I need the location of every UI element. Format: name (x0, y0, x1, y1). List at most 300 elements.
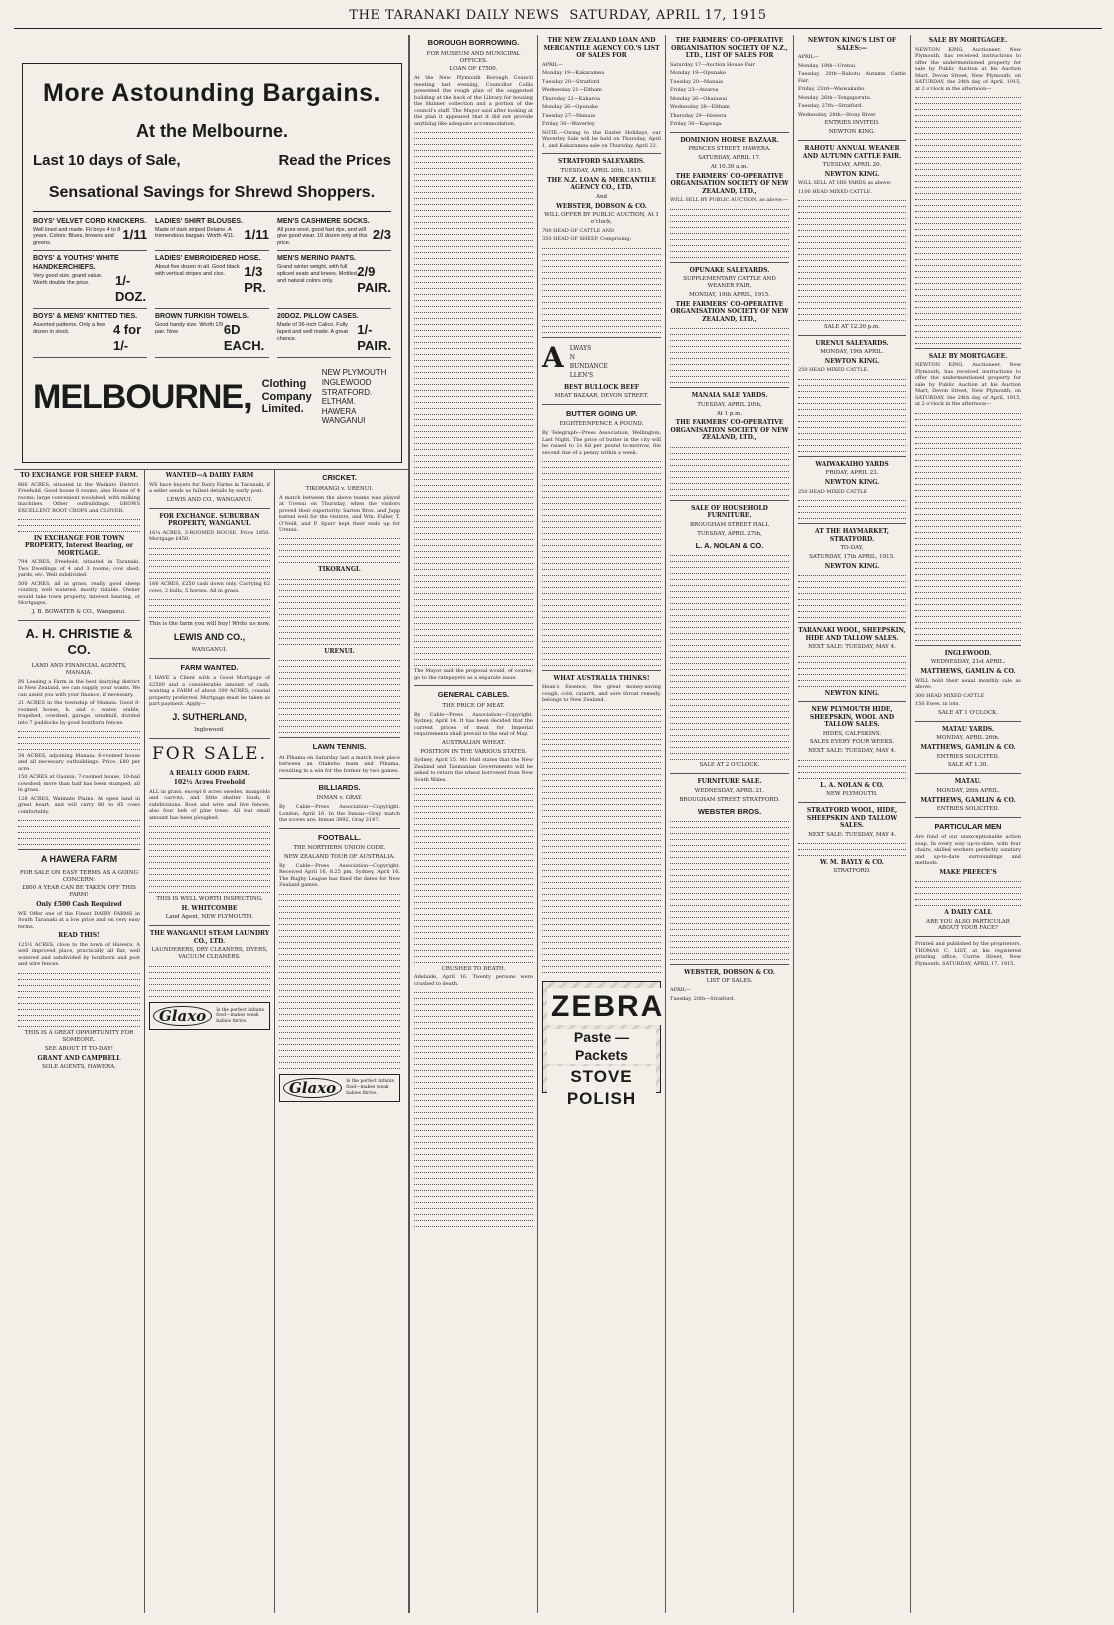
brand-name: MELBOURNE, (33, 377, 252, 416)
product-detail (33, 322, 147, 355)
nolan-np: L. A. NOLAN & CO. (820, 781, 884, 789)
sale-item: Tuesday 27—Manaia (542, 112, 595, 119)
farm-wanted-text: I HAVE a Client with a Good Mortgage of £2500 and a considerable amount of cash, wanting a FARM of about 300 ACRES; coastal property preferred. Mortgage must be taken as part payment. Apply— (149, 675, 270, 708)
product-name: LADIES' EMBROIDERED HOSE. (155, 255, 261, 263)
freehold-text: ALL in grass, except 6 acres swedes, mangolds and carrots, and little shelter bush; 8 subdivisions. Boot and wire and live fences, also four belt of pine trees. All but small amount has been ploughed. (149, 788, 270, 821)
dominion-bazaar: DOMINION HORSE BAZAAR. (680, 136, 779, 144)
columns (14, 35, 1102, 1613)
column-1 (14, 470, 144, 1613)
text-lines (149, 597, 270, 618)
product-item (33, 255, 147, 309)
a-daily-call: A DAILY CALL (944, 909, 992, 916)
sale-item: Monday 26—Opunake (542, 104, 599, 111)
imprint: Printed and published by the proprietors, THOMAS C. LIST, at his registered printing office, Currie Street, New Plymouth. SATURDAY, APRIL 17, 1915. (915, 941, 1021, 967)
next-sale-2: NEXT SALE: TUESDAY, MAY 4. (808, 748, 896, 755)
urenui-saleyards: URENUI SALEYARDS. (815, 339, 889, 347)
sale-item: Thursday 22—Kaharoa (542, 95, 600, 102)
sale-item: Tuesday, 27th—Stratford. (798, 103, 864, 110)
leasing-text: IN Leasing a Farm in the best dairying district in New Zealand, we can supply your wants. We can assist you with your finance, if necessary. (18, 678, 140, 698)
newton-king-2: NEWTON KING. (824, 357, 880, 365)
score-lines (279, 576, 400, 645)
listing-166: 166 ACRES, £250 cash down only. Carrying 62 cows, 2 bulls, 5 horses. All in grass. (149, 581, 270, 594)
product-item (277, 255, 391, 309)
hawera-heading: A HAWERA FARM (40, 854, 118, 865)
sale-item: Wednesday 21—Eltham (542, 87, 602, 94)
year-take: £800 A YEAR CAN BE TAKEN OFF THIS FARM! (22, 885, 136, 899)
bowater-signature: J. B. BOWATER & CO., Wanganui. (32, 608, 126, 615)
will-sell-yards: WILL SELL AT HIS YARDS as above: (798, 180, 892, 187)
stock-lines (670, 445, 789, 496)
ad-sale-row (33, 152, 391, 171)
cash-required: Only £500 Cash Required (36, 901, 122, 909)
listing-128: 128 ACRES, Waimate Plains. At open land in great heart, and will carry 80 to 85 cows comfortably. (18, 795, 140, 815)
zebra-advert (542, 981, 665, 1108)
meat-heading: THE PRICE OF MEAT. (442, 702, 505, 709)
tuesday20: TUESDAY, APRIL 20th, (697, 401, 762, 408)
product-desc: Made of dark striped Delaine. A tremendous bargain. Worth 4/11. (155, 226, 235, 240)
rahotu-fair: RAHOTU ANNUAL WEANER AND AUTUMN CATTLE FAIR. (802, 145, 902, 160)
product-item (277, 218, 391, 251)
melbourne-advert (22, 63, 402, 463)
product-item (155, 255, 269, 309)
manaia-yards: MANAIA SALE YARDS. (691, 392, 768, 400)
glaxo-logo: Glaxo (283, 1078, 342, 1099)
newton-king: NEWTON KING. (824, 170, 880, 178)
monday19: MONDAY, 19th APRIL, 1915. (689, 291, 770, 298)
allens-word: BUNDANCE (569, 362, 608, 370)
glaxo-advert-2 (279, 1074, 400, 1103)
nz-loan: THE N.Z. LOAN & MERCANTILE AGENCY CO., LTD. (547, 176, 656, 192)
football-sub2: NEW ZEALAND TOUR OF AUSTRALIA. (283, 854, 396, 861)
product-detail (277, 227, 391, 248)
stock-lines (798, 498, 906, 519)
acres-freehold: 102½ Acres Freehold (173, 779, 246, 787)
product-price: 2/3 (372, 226, 391, 242)
every-four: SALES EVERY FOUR WEEKS. (809, 739, 895, 746)
product-price: 1/11 (122, 226, 147, 242)
sale-item: Monday 26—Ohaiawai (670, 95, 728, 102)
company-line: Clothing (261, 378, 307, 391)
sat-date: SATURDAY, APRIL 17. (698, 155, 761, 162)
text-lines (149, 963, 270, 996)
sale-item: Saturday 17—Auction House Fair (670, 61, 755, 68)
grant-campbell: GRANT AND CAMPBELL (37, 1054, 121, 1062)
product-desc: Grand winter weight, with full spliced seats and knees. Mottled and natural colors only. (277, 263, 357, 284)
note-text: NOTE.—Owing to the Easter Holidays, our Waverley Sale will be held on Thursday, April 1, and Kakaramea sale on Thursday, April 22. (542, 129, 661, 149)
product-detail (277, 322, 391, 355)
will-hold: WILL hold their usual monthly sale as above: (915, 677, 1021, 691)
column-3 (274, 470, 404, 1613)
cricket-heading: CRICKET. (322, 473, 357, 483)
sale-1: SALE AT 1 O'CLOCK. (938, 709, 998, 716)
football-text: By Cable—Press Association—Copyright. Received April 16, 8.25 pm. Sydney, April 16. The Rugby League has fixed the dates for New Zealand games. (279, 862, 400, 889)
product-desc: All pure wool, good fast dye, and will give good wear. 10 dozen only at this price. (277, 226, 368, 247)
sale-item: Wednesday 28—Eltham (670, 104, 730, 111)
butter-text: By Telegraph—Press Association. Wellington, Last Night. The price of butter in the city will be raised to 1s 6d per pound to-morrow, the second rise of a penny within a week. (542, 430, 661, 456)
crushed-heading: CRUSHED TO DEATH. (441, 965, 506, 972)
inglewood-heading: INGLEWOOD. (944, 649, 992, 657)
brougham2: BROUGHAM STREET STRATFORD. (679, 796, 780, 803)
product-detail (155, 264, 269, 297)
product-item (33, 313, 147, 358)
text-lines (414, 130, 533, 666)
sale-item: Tuesday, 20th—Rahotu Autumn Cattle Fair. (798, 71, 906, 84)
brand-company (262, 378, 312, 416)
zebra-sub: Paste — Packets (547, 1029, 656, 1064)
stock-lines (798, 573, 906, 618)
town: HAWERA (321, 406, 357, 416)
brand-towns (322, 368, 387, 426)
football-sub: THE NORTHERN UNION CODE. (293, 845, 386, 852)
newton-king-5: NEWTON KING. (824, 689, 880, 697)
text-lines (670, 553, 789, 760)
april-label: APRIL— (542, 61, 564, 68)
newton-mortgagee-text: NEWTON KING, Auctioneer, New Plymouth, has received instructions to offer the undermentioned property for sale by Public Auction at his Auction Mart, Devon Street, New Plymouth, on SATURDAY, the 24th day of April, 1915, at 2 o'clock in the afternoon— (915, 46, 1021, 92)
stratford-wool: STRATFORD WOOL, HIDE, SHEEPSKIN AND TALLOW SALES. (806, 807, 898, 830)
sale-item: Monday, 19th—Urenui. (798, 62, 857, 69)
next-sale-3: NEXT SALE: TUESDAY, MAY 4. (808, 831, 896, 838)
product-price: 6D EACH. (223, 321, 265, 354)
column-2 (144, 470, 274, 1613)
christie-sub: LAND AND FINANCIAL AGENTS, MANAIA. (31, 663, 127, 677)
exchange-suburban: FOR EXCHANGE. SUBURBAN PROPERTY, WANGANUI. (159, 512, 260, 528)
best-beef: BEST BULLOCK BEEF (563, 383, 640, 391)
will-sell: WILL SELL BY PUBLIC AUCTION, as above:— (670, 197, 789, 204)
text-lines (414, 990, 533, 1227)
head-300: 300 HEAD MIXED CATTLE (915, 692, 985, 699)
stock-lines (670, 206, 789, 257)
entries-solicited-2: ENTRIES SOLICITED. (936, 806, 1000, 813)
product-item (155, 313, 269, 358)
whitcombe-sub: Land Agent, NEW PLYMOUTH. (165, 914, 254, 921)
allens-word: LWAYS (569, 344, 592, 352)
text-lines (149, 545, 270, 578)
left-columns (14, 469, 408, 1613)
monday26: MONDAY, APRIL 26th. (936, 735, 1000, 742)
sale-item: Thursday 29—Hawera (670, 112, 727, 119)
monday19-b: MONDAY, 19th APRIL. (820, 349, 884, 356)
text-lines (915, 879, 1021, 906)
sale-item: Monday 19—Kakaramea (542, 70, 605, 77)
farmers-org-3: THE FARMERS' CO-OPERATIVE ORGANISATION SOCIETY OF NEW ZEALAND, LTD., (670, 419, 789, 442)
farm-wanted: FARM WANTED. (180, 662, 239, 672)
allens-word: N (569, 353, 575, 361)
cricket-sub: TIKORANGI v. URENUI. (305, 485, 374, 492)
glaxo-advert (149, 1002, 270, 1031)
listing-34: 34 ACRES, adjoining Manaia; 6-roomed house and all necessary outbuildings. Price, £80 per acre. (18, 752, 140, 772)
billiards: BILLIARDS. (318, 783, 361, 793)
product-grid (33, 218, 391, 359)
are-you: ARE YOU ALSO PARTICULAR ABOUT YOUR FACE? (926, 918, 1010, 932)
webster-dobson-2: WEBSTER, DOBSON & CO. (684, 968, 775, 976)
glaxo-text: Is the perfect infants food—makes weak babies thrive. (216, 1007, 264, 1024)
product-detail (277, 264, 391, 297)
particular-men: PARTICULAR MEN (934, 822, 1002, 832)
tuesday20-b: TUESDAY, APRIL 20. (822, 162, 882, 168)
meat-text: By Cable—Press Association—Copyright. Sydney, April 14. It has been decided that the current prices of meat for Imperial requirements shall prevail to the end of May. (414, 711, 533, 738)
worth-inspecting: THIS IS WELL WORTH INSPECTING. (156, 895, 263, 902)
matau: MATAU. (954, 778, 982, 786)
product-item (33, 218, 147, 251)
ewes: 150 Ewes, in lots. (915, 701, 960, 708)
np-town: NEW PLYMOUTH. (826, 791, 878, 798)
head-250b: 250 HEAD MIXED CATTLE (798, 488, 868, 495)
ad-headline: More Astounding Bargains. (43, 79, 381, 108)
wheat-text: Sydney, April 15. Mr. Hall states that the New Zealand and Tasmanian Governments will be asked to return the wheat borrowed from New South Wales. (414, 757, 533, 783)
sale-1230: SALE AT 12.30 p.m. (824, 323, 880, 330)
sheep-350: 350 HEAD OF SHEEP, Comprising: (542, 236, 632, 243)
whitcombe: H. WHITCOMBE (181, 904, 238, 912)
text-lines (798, 841, 906, 856)
christie-heading: A. H. CHRISTIE & CO. (25, 625, 133, 657)
brougham: BROUGHAM STREET HALL (690, 521, 769, 528)
stock-lines (542, 245, 661, 332)
product-name: BOYS' & MENS' KNITTED TIES. (33, 313, 138, 321)
newton-king-3: NEWTON KING. (824, 479, 880, 487)
wed21-b: WEDNESDAY, 21st APRIL. (930, 659, 1006, 666)
listing-21: 21 ACRES in the township of Manaia. Good 8-roomed house, h. and c. water, stable, trapshed, cowshed, garage, windmill, divided into 7 paddocks by good boxthorn fences. (18, 700, 140, 726)
exchange-heading: TO EXCHANGE FOR SHEEP FARM. (20, 472, 138, 480)
sale-item: Friday 30—Waverley (542, 121, 595, 128)
borrowing-heading: BOROUGH BORROWING. (427, 38, 520, 48)
wheat-sub: POSITION IN THE VARIOUS STATES. (420, 748, 527, 755)
friday23: FRIDAY, APRIL 23. (825, 470, 879, 477)
hides: HIDES, CALFSKINS. (822, 730, 882, 737)
ad-sensational: Sensational Savings for Shrewd Shoppers. (33, 183, 391, 212)
farmers-heading: THE FARMERS' CO-OPERATIVE ORGANISATION SOCIETY OF N.Z., LTD., LIST OF SALES FOR (671, 37, 788, 60)
see-about: SEE ABOUT IT TO-DAY! (44, 1045, 114, 1052)
wheat-heading: AUSTRALIAN WHEAT. (441, 739, 506, 746)
sale-item: Monday, 26th—Tongaporutu. (798, 94, 872, 101)
product-item (277, 313, 391, 358)
listing-666: 666 ACRES, situated in the Waikato District. Freehold. Good house 8 rooms; also House of 4 rooms; large convenient woolshed, with milking machines. Other outbuildings. GROWS EXCELLENT ROOT CROPS and CLOVER. (18, 481, 140, 514)
matthews: MATTHEWS, GAMLIN & CO. (920, 668, 1016, 676)
product-detail (33, 227, 147, 248)
opunake-saleyards: OPUNAKE SALEYARDS. (689, 266, 770, 274)
town: STRATFORD. (321, 387, 373, 397)
today: TO-DAY, (840, 545, 864, 551)
product-price: 1/- PAIR. (357, 321, 392, 354)
butter-sub: EIGHTEENPENCE A POUND. (559, 421, 644, 428)
sales-list (670, 62, 789, 128)
meat-bazaar: MEAT BAZAAR, DEVON STREET. (554, 393, 649, 400)
lewis-sign: LEWIS AND CO., WANGANUI. (166, 496, 253, 503)
newton-king-4: NEWTON KING. (824, 562, 880, 570)
product-desc: About five dozen in all. Good black with vertical stripes and clox. (155, 263, 240, 277)
farmers-org: THE FARMERS' CO-OPERATIVE ORGANISATION SOCIETY OF NEW ZEALAND, LTD., (670, 172, 789, 195)
bayly: W. M. BAYLY & CO. (820, 858, 884, 866)
glaxo-logo: Glaxo (153, 1006, 212, 1027)
head-1100: 1100 HEAD MIXED CATTLE. (798, 188, 872, 195)
sale-item: Friday, 23rd—Waiwakaiho. (798, 86, 866, 93)
opportunity: THIS IS A GREAT OPPORTUNITY FOR SOMEONE. (24, 1030, 134, 1043)
text-lines (915, 95, 1021, 344)
borrowing-sub: FOR MUSEUM AND MUNICIPAL OFFICES. (426, 50, 521, 64)
listing-794: 794 ACRES, Freehold, situated in Taranaki. Two Dwellings of 4 and 3 rooms; cow shed, yards, etc. Well subdivided. (18, 559, 140, 579)
waiwakaiho: WAIWAKAIHO YARDS (815, 460, 889, 468)
product-price: 1/- DOZ. (115, 272, 147, 304)
for-sale-heading: FOR SALE. (152, 743, 267, 764)
billiards-text: By Cable—Press Association—Copyright. London, April 16. In the Inman—Gray match the scores are: Inman 3892, Gray 3147. (279, 804, 400, 824)
town: NEW PLYMOUTH (321, 368, 387, 378)
steam-laundry: THE WANGANUI STEAM LAUNDRY CO., LTD. (149, 930, 270, 945)
wanted-heading: WANTED—A DAIRY FARM (165, 472, 254, 480)
read-this: READ THIS! (58, 932, 100, 940)
offer-text: WE Offer one of the Finest DAIRY FARMS in South Taranaki at a low price and on very easy terms. (18, 910, 140, 930)
butter-heading: BUTTER GOING UP. (565, 408, 638, 418)
product-name: MEN'S CASHMERE SOCKS. (277, 217, 370, 225)
product-name: 20DOZ. PILLOW CASES. (277, 313, 359, 321)
text-lines (670, 819, 789, 960)
will-offer: WILL OFFER BY PUBLIC AUCTION, At 1 o'clock, (544, 212, 659, 225)
supplementary: SUPPLEMENTARY CATTLE AND WEANER FAIR, (683, 276, 776, 290)
sale-130: SALE AT 1.30. (947, 762, 989, 769)
preece: MAKE PREECE'S (939, 868, 997, 876)
product-name: LADIES' SHIRT BLOUSES. (155, 217, 244, 225)
text-lines (798, 758, 906, 779)
product-desc: Very good size, grand value. Worth double the price. (33, 272, 103, 286)
product-price: 4 for 1/- (112, 321, 142, 354)
product-price: 1/3 PR. (244, 263, 266, 296)
product-desc: Assorted patterns. Only a few dozen in stock. (33, 321, 106, 335)
webster-bros: WEBSTER BROS. (697, 806, 762, 816)
household-sale: SALE OF HOUSEHOLD FURNITURE. (691, 504, 768, 520)
glaxo-text: Is the perfect infants food—makes weak babies thrive. (346, 1079, 394, 1096)
text-lines (915, 410, 1021, 641)
entries-invited: ENTRIES INVITED. (824, 120, 880, 127)
cattle-700: 700 HEAD OF CATTLE AND (542, 227, 614, 234)
furniture-sale: FURNITURE SALE. (697, 778, 762, 786)
company-line: Company (261, 390, 312, 403)
sutherland-town: Inglewood. (194, 726, 225, 733)
newton-sign: NEWTON KING. (828, 129, 876, 136)
product-name: MEN'S MERINO PANTS. (277, 255, 356, 263)
haymarket: AT THE HAYMARKET, STRATFORD. (815, 528, 889, 543)
cricket-text: A match between the above teams was played at Urenui on Thursday, when the visitors proved their superiority. Sarten Bros. and Jupp batted well for the visitors, and Wm. Fuller, T. O'Neill, and P. Spurr kept their ends up for Urenui. (279, 494, 400, 533)
town: ELTHAM. (321, 397, 356, 407)
borrowing-text: At the New Plymouth Borough Council meeting last evening, Councillor Collis presented the rough plan of the suggested building at the back of the Library for housing the Skinner collection and a portion of the council's staff. The Mayor said after looking at the plan it appeared that it did not provide anything like adequate accommodation. (414, 75, 533, 127)
stratford-saleyards: STRATFORD SALEYARDS. (557, 158, 646, 166)
wed21: WEDNESDAY, APRIL 21. (694, 787, 765, 794)
product-name: BROWN TURKISH TOWELS. (155, 313, 249, 321)
listing-150: 150 ACRES at Oaonui; 7-roomed house, 10-bail cowshed; more than half has been stumped; all in grass. (18, 774, 140, 794)
text-lines (18, 970, 140, 1027)
stratford-town: STRATFORD. (833, 868, 871, 875)
matthews-2: MATTHEWS, GAMLIN & CO. (920, 744, 1016, 752)
urenui: URENUI. (324, 647, 355, 655)
column-6 (665, 35, 793, 1613)
april-label-2: APRIL— (670, 987, 692, 994)
list-of-sales: LIST OF SALES. (706, 978, 753, 985)
wanted-text: WE have buyers for Dairy Farms in Taranaki, if a seller sends us fullest details by early post. (149, 481, 270, 495)
masthead (14, 8, 1102, 29)
mortgagee-sale: SALE BY MORTGAGEE. (928, 37, 1008, 45)
text-lines (18, 818, 140, 845)
and-word: And (595, 193, 608, 200)
lewis-big: LEWIS AND CO., (173, 631, 246, 642)
stratford-date: TUESDAY, APRIL 20th, 1915. (560, 167, 643, 174)
text-lines (542, 459, 661, 666)
product-desc: Well lined and made. Fit boys 4 to 8 years. Colors: Blues, browns and greens. (33, 226, 121, 247)
sale-item: Friday 23—Awaroa (670, 87, 719, 94)
ad-last-days: Last 10 days of Sale, (33, 152, 181, 169)
princes-street: PRINCES STREET, HAWERA. (688, 146, 771, 153)
town-property: IN EXCHANGE FOR TOWN PROPERTY, Interest Bearing, or MORTGAGE. (25, 534, 133, 557)
issue-date: SATURDAY, APRIL 17, 1915 (569, 8, 767, 23)
product-detail (155, 227, 269, 243)
sale-item: Friday 30—Kaponga (670, 121, 722, 128)
billiards-sub: INMAN v. GRAY. (316, 795, 363, 802)
crushed-text: Adelaide, April 16. Twenty persons were crushed to death. (414, 974, 533, 987)
column-8 (910, 35, 1025, 1613)
town: WANGANUI (321, 416, 366, 426)
product-name: BOYS' VELVET CORD KNICKERS. (33, 217, 147, 225)
text-lines (279, 536, 400, 563)
ad-brand (33, 368, 391, 426)
matthews-3: MATTHEWS, GAMLIN & CO. (920, 796, 1016, 804)
sat17: SATURDAY, 17th APRIL, 1915. (809, 553, 895, 560)
sutherland: J. SUTHERLAND, (172, 711, 247, 722)
product-item (155, 218, 269, 251)
text-lines (18, 729, 140, 750)
product-detail (33, 273, 147, 306)
sat-time: At 10.30 a.m. (710, 164, 749, 170)
next-sale: NEXT SALE: TUESDAY, MAY 4. (808, 644, 896, 651)
listing-16: 16¼ ACRES, 3-ROOMED HOUSE. Price 1850. Mortgage £450. (149, 529, 270, 543)
australia-text: Hean's Essence, the great money-saving cough, cold, catarrh, and sore throat remedy, belongs to New Zealand. (542, 684, 661, 704)
zebra-product: STOVE POLISH (547, 1066, 656, 1109)
product-price: 1/11 (244, 226, 269, 242)
stock-lines (798, 376, 906, 451)
allens-letter: A (542, 340, 564, 374)
sale-item: Tuesday 20—Manaia (670, 78, 723, 85)
webster-dobson: WEBSTER, DOBSON & CO. (556, 202, 647, 210)
lewis-town: WANGANUI. (191, 646, 228, 653)
allens-advert (542, 340, 661, 380)
sale-item: Tuesday 20—Stratford (542, 78, 600, 85)
score-lines (279, 658, 400, 733)
mayor-text: The Mayor said the proposal would, of course, go to the ratepayers as a separate issue. (414, 668, 533, 681)
tikorangi: TIKORANGI. (318, 566, 361, 574)
product-detail (155, 322, 269, 355)
sales-list (798, 63, 906, 119)
nolan: L. A. NOLAN & CO. (695, 540, 764, 550)
sale-item: Wednesday, 28th—Stony River. (798, 111, 877, 118)
at1: At 1 p.m. (716, 410, 743, 417)
stock-lines (670, 326, 789, 383)
really-good-farm: A REALLY GOOD FARM. (169, 769, 250, 777)
newton-list: NEWTON KING'S LIST OF SALES:— (807, 37, 897, 52)
text-lines (542, 706, 661, 973)
head-250: 250 HEAD MIXED CATTLE. (798, 367, 869, 374)
april-label-3: APRIL— (798, 54, 820, 61)
tuesday27: TUESDAY, APRIL 27th, (697, 530, 762, 537)
listing-500: 500 ACRES, all in grass, really good sheep country, well watered, mostly ridable. Owner would take town property, interest bearing, or Mortgages. (18, 580, 140, 607)
particular-text: Are fond of our unexceptionable action soap. In every way up-to-date, with four chairs, skilled workers perfectly sanitary and up-to-date surroundings and methods. (915, 834, 1021, 867)
sale-item: Monday 19—Opunake (670, 70, 727, 77)
loan-co-heading: THE NEW ZEALAND LOAN AND MERCANTILE AGENCY CO.'S LIST OF SALES FOR (543, 37, 660, 60)
farm-for-you: This is the farm you will buy! Write us now. (149, 620, 270, 627)
mortgagee-sale-2: SALE BY MORTGAGEE. (928, 352, 1008, 360)
australia-heading: WHAT AUSTRALIA THINKS! (553, 674, 650, 682)
product-desc: Good handy size. Worth 1/9 pair. Now (155, 321, 224, 335)
lawn-text: At Pihama on Saturday last a match took place between an Otakeho team and Pihama, resulting in a win for the former by two games. (279, 754, 400, 774)
matau-yards: MATAU YARDS. (941, 725, 995, 733)
sales-list (542, 70, 661, 128)
grant-sub: SOLE AGENTS, HAWERA. (42, 1064, 116, 1071)
text-lines (279, 892, 400, 1069)
column-4 (409, 35, 537, 1613)
